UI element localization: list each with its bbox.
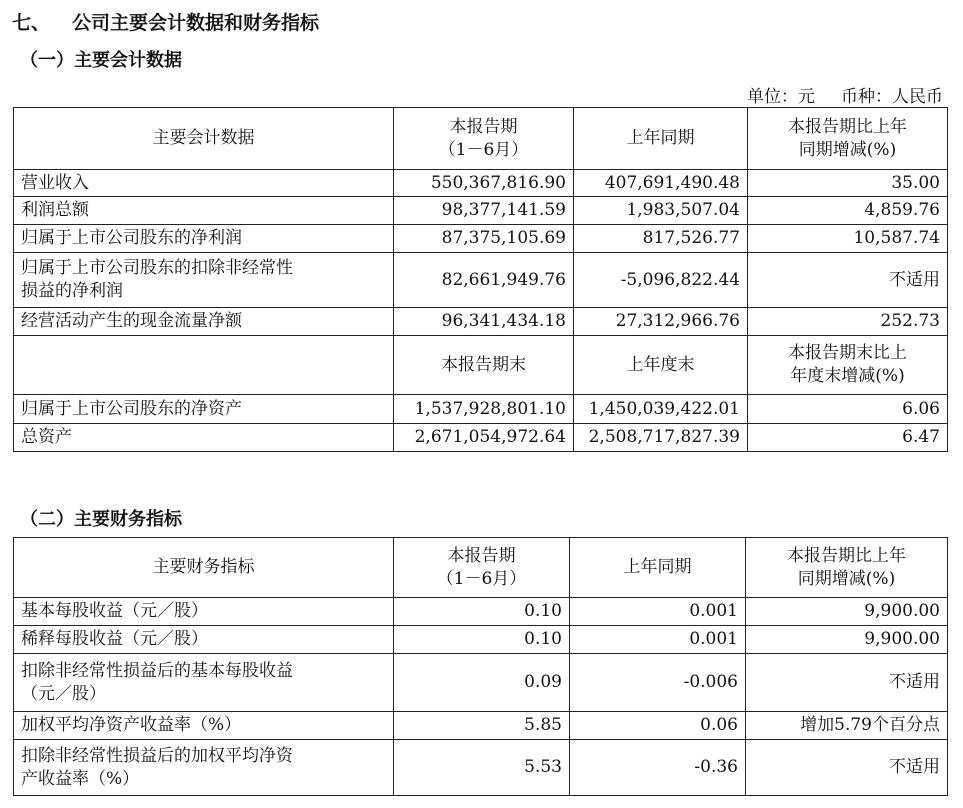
change-value: 不适用 — [746, 654, 948, 712]
row-label-line: 扣除非经常性损益后的加权平均净资 — [21, 745, 293, 766]
header-line: （1－6月） — [438, 139, 529, 160]
table-row — [14, 308, 948, 336]
header-line: 本报告期比上年 — [788, 116, 907, 137]
header-cell — [746, 538, 948, 598]
currency-label: 币种：人民币 — [841, 87, 943, 107]
header-cell: 本报告期末 — [394, 336, 574, 395]
prior-value: -0.006 — [570, 654, 746, 712]
prior-value: 1,450,039,422.01 — [574, 395, 748, 424]
row-label-line: 扣除非经常性损益后的基本每股收益 — [21, 660, 293, 681]
header-line: 本报告期 — [447, 545, 516, 566]
table-row — [14, 225, 948, 253]
header-line: 本报告期 — [449, 116, 518, 137]
change-value: 10,587.74 — [748, 225, 948, 253]
header-cell — [394, 538, 570, 598]
row-label — [14, 740, 394, 796]
header-cell: 上年同期 — [570, 538, 746, 598]
header-line: 同期增减(%) — [797, 568, 896, 589]
table-row — [14, 740, 948, 796]
header-line: 本报告期比上年 — [787, 545, 906, 566]
prior-value: 817,526.77 — [574, 225, 748, 253]
change-value: 252.73 — [748, 308, 948, 336]
row-label-line: （元／股） — [21, 683, 106, 704]
prior-value: -0.36 — [570, 740, 746, 796]
header-cell — [748, 336, 948, 395]
section-title: 公司主要会计数据和财务指标 — [72, 12, 320, 34]
header-cell — [394, 108, 574, 170]
current-value: 82,661,949.76 — [394, 253, 574, 308]
prior-value: 0.001 — [570, 598, 746, 626]
row-label — [14, 654, 394, 712]
table-row — [14, 170, 948, 197]
header-cell: 主要会计数据 — [14, 108, 394, 170]
row-label: 基本每股收益（元／股） — [14, 598, 394, 626]
subsection-title-1: （一）主要会计数据 — [20, 50, 182, 71]
header-cell: 上年同期 — [574, 108, 748, 170]
row-label-line: 产收益率（%） — [21, 768, 140, 789]
current-value: 98,377,141.59 — [394, 197, 574, 225]
current-value: 87,375,105.69 — [394, 225, 574, 253]
change-value: 9,900.00 — [746, 626, 948, 654]
row-label: 归属于上市公司股东的净资产 — [14, 395, 394, 424]
change-value: 9,900.00 — [746, 598, 948, 626]
table-row — [14, 598, 948, 626]
change-value: 不适用 — [746, 740, 948, 796]
financial-indicators-table — [13, 537, 948, 796]
prior-value: 27,312,966.76 — [574, 308, 748, 336]
header-line: （1－6月） — [436, 568, 527, 589]
current-value: 550,367,816.90 — [394, 170, 574, 197]
prior-value: 407,691,490.48 — [574, 170, 748, 197]
row-label — [14, 253, 394, 308]
change-value: 不适用 — [748, 253, 948, 308]
change-value: 35.00 — [748, 170, 948, 197]
prior-value: 2,508,717,827.39 — [574, 424, 748, 452]
accounting-data-table — [13, 107, 948, 452]
prior-value: 0.001 — [570, 626, 746, 654]
row-label: 经营活动产生的现金流量净额 — [14, 308, 394, 336]
section-number: 七、 — [12, 12, 51, 34]
table-subheader-row — [14, 336, 948, 395]
row-label-line: 归属于上市公司股东的扣除非经常性 — [21, 258, 293, 278]
header-cell — [748, 108, 948, 170]
prior-value: -5,096,822.44 — [574, 253, 748, 308]
current-value: 5.53 — [394, 740, 570, 796]
header-line: 同期增减(%) — [798, 139, 897, 160]
table-row — [14, 197, 948, 225]
unit-label: 单位：元 — [747, 87, 815, 107]
current-value: 2,671,054,972.64 — [394, 424, 574, 452]
table-header-row — [14, 108, 948, 170]
table-row — [14, 424, 948, 452]
table-row — [14, 654, 948, 712]
current-value: 0.10 — [394, 626, 570, 654]
row-label: 利润总额 — [14, 197, 394, 225]
row-label: 营业收入 — [14, 170, 394, 197]
prior-value: 0.06 — [570, 712, 746, 740]
row-label: 总资产 — [14, 424, 394, 452]
current-value: 1,537,928,801.10 — [394, 395, 574, 424]
row-label: 稀释每股收益（元／股） — [14, 626, 394, 654]
table-row — [14, 395, 948, 424]
empty-cell — [14, 336, 394, 395]
row-label-line: 损益的净利润 — [21, 281, 123, 301]
prior-value: 1,983,507.04 — [574, 197, 748, 225]
current-value: 5.85 — [394, 712, 570, 740]
header-line: 年度末增减(%) — [790, 366, 905, 386]
change-value: 增加5.79个百分点 — [746, 712, 948, 740]
row-label: 归属于上市公司股东的净利润 — [14, 225, 394, 253]
table-row — [14, 626, 948, 654]
table-header-row — [14, 538, 948, 598]
subsection-title-2: （二）主要财务指标 — [20, 509, 182, 530]
header-cell: 主要财务指标 — [14, 538, 394, 598]
current-value: 0.10 — [394, 598, 570, 626]
current-value: 0.09 — [394, 654, 570, 712]
table-row — [14, 712, 948, 740]
header-line: 本报告期末比上 — [788, 343, 907, 363]
change-value: 4,859.76 — [748, 197, 948, 225]
current-value: 96,341,434.18 — [394, 308, 574, 336]
section-heading — [12, 8, 319, 35]
table-row — [14, 253, 948, 308]
header-cell: 上年度末 — [574, 336, 748, 395]
row-label: 加权平均净资产收益率（%） — [14, 712, 394, 740]
change-value: 6.47 — [748, 424, 948, 452]
change-value: 6.06 — [748, 395, 948, 424]
unit-line — [747, 82, 943, 107]
